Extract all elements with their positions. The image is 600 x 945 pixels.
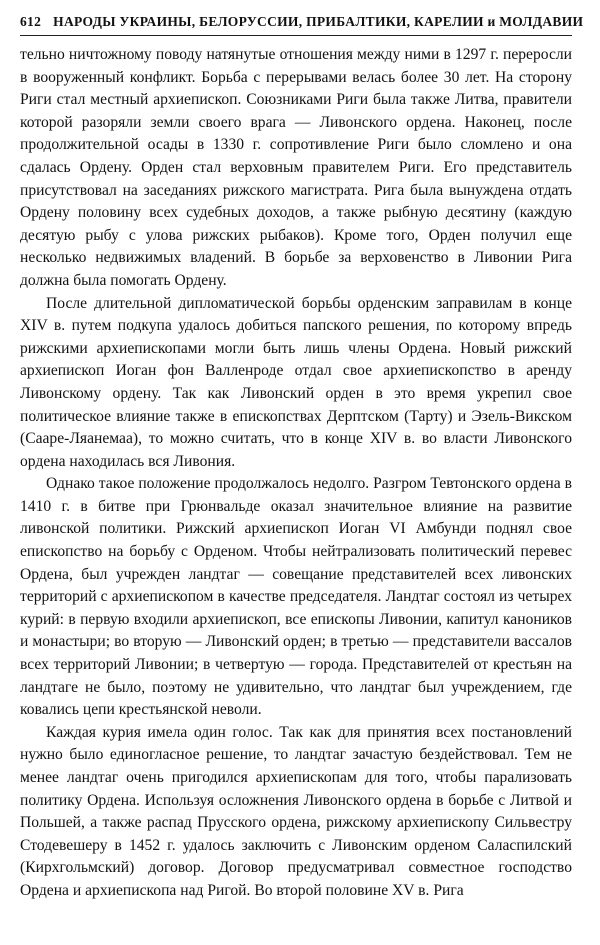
running-title: НАРОДЫ УКРАИНЫ, БЕЛОРУССИИ, ПРИБАЛТИКИ, КАРЕЛИИ и МОЛДАВИИ: [53, 14, 584, 29]
paragraph-2: После длительной дипломатической борьбы орденским заправилам в конце XIV в. путем подкупа удалось добиться папского решения, по которому впредь рижскими архиепископами могли быть лишь члены Ордена. Новый рижский архиепископ Иоган фон Валленроде отдал свое архиепископство в аренду Ливонскому ордену. Так как Ливонский орден в это время укрепил свое политическое влияние также в епископствах Дерптском (Тарту) и Эзель-Викском (Сааре-Ляанемаа), то можно считать, что в конце XIV в. во власти Ливонского ордена находилась вся Ливония.: [20, 294, 572, 470]
paragraph-1: тельно ничтожному поводу натянутые отношения между ними в 1297 г. переросли в вооруженный конфликт. Борьба с перерывами велась более 30 лет. На сторону Риги стал местный архиепископ. Союзниками Риги была также Литва, правители которой разоряли земли своего врага — Ливонского ордена. Наконец, после продолжительной осады в 1330 г. сопротивление Риги было сломлено и она сдалась Ордену. Орден стал верховным правителем Риги. Его представитель присутствовал на заседаниях рижского магистрата. Рига была вынуждена отдать Ордену половину всех судебных доходов, а также рыбную десятину (каждую десятую рыбу с улова рижских рыбаков). Кроме того, Орден получил еще несколько недвижимых владений. В борьбе за верховенство в Ливонии Рига должна была помогать Ордену.: [20, 46, 572, 289]
page-number: 612: [20, 14, 42, 29]
running-header: [20, 14, 584, 36]
body-text: [20, 44, 572, 903]
paragraph-3: Однако такое положение продолжалось недолго. Разгром Тевтонского ордена в 1410 г. в битве при Грюнвальде оказал значительное влияние на развитие ливонской политики. Рижский архиепископ Иоган VI Амбунди поднял свое епископство на борьбу с Орденом. Чтобы нейтрализовать политический перевес Ордена, был учрежден ландтаг — совещание представителей всех ливонских территорий с архиепископом в качестве председателя. Ландтаг состоял из четырех курий: в первую входили архиепископ, все епископы Ливонии, капитул каноников и монастыри; во вторую — Ливонский орден; в третью — представители вассалов всех территорий Ливонии; в четвертую — города. Представителей от крестьян на ландтаге не было, поэтому не удивительно, что ландтаг был учреждением, где ковались цепи крестьянской неволи.: [20, 475, 572, 719]
paragraph-4: Каждая курия имела один голос. Так как для принятия всех постановлений нужно было единогласное решение, то ландтаг зачастую бездействовал. Тем не менее ландтаг очень пригодился архиепископам для того, чтобы парализовать политику Ордена. Используя осложнения Ливонского ордена в борьбе с Литвой и Польшей, а также распад Прусского ордена, рижскому архиепископу Сильвестру Стодевешеру в 1452 г. удалось заключить с Ливонским орденом Саласпилский (Кирхгольмский) договор. Договор предусматривал совместное господство Ордена и архиепископа над Ригой. Во второй половине XV в. Рига: [20, 723, 572, 899]
